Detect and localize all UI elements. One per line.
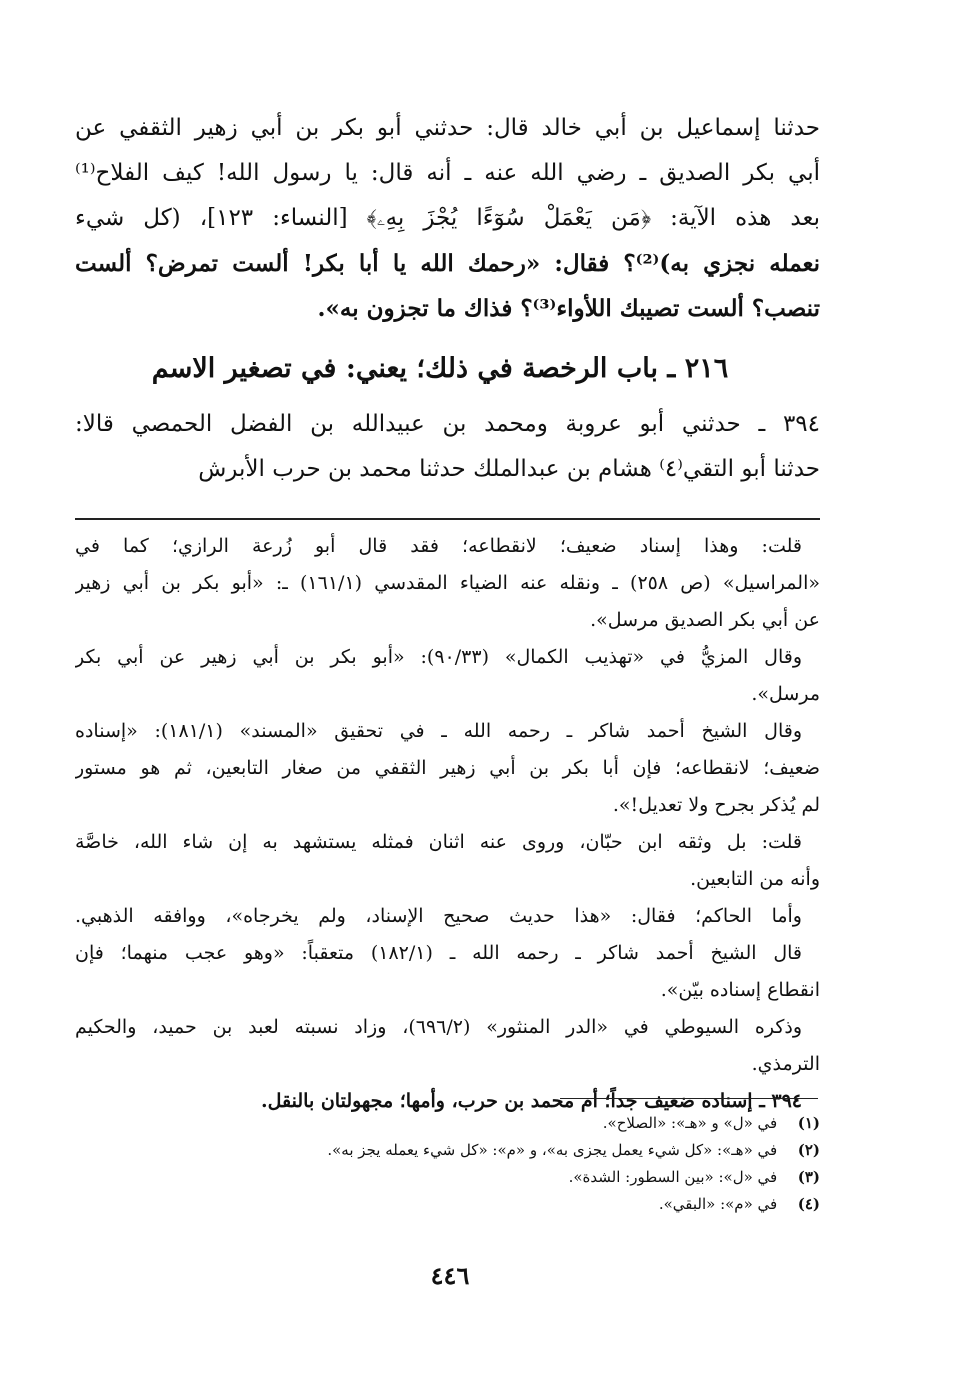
commentary-line: ضعيف؛ لانقطاعه؛ فإن أبا بكر بن أبي زهير الثقفي من صغار التابعين، ثم هو مستور [75,757,820,779]
commentary-line: انقطاع إسناده بيّن». [660,979,820,1001]
commentary-line: قلت: بل وثقه ابن حبّان، وروى عنه اثنان فمثله يستشهد به إن شاء الله، خاصَّة [75,831,802,853]
commentary-line: وأما الحاكم؛ فقال: «هذا حديث صحيح الإسناد، ولم يخرجاه»، ووافقه الذهبي. [75,905,802,927]
footnote-divider [560,1098,818,1099]
main-text-line: بعد هذه الآية: ﴿مَن يَعْمَلْ سُوٓءًا يُجْزَ بِهِۦ﴾ [النساء: ١٢٣]، (كل شيء [75,205,820,231]
footnote-number: (٢) [797,1141,820,1159]
hadith-line: ٣٩٤ ـ حدثني أبو عروبة ومحمد بن عبيدالله بن الفضل الحمصي قالا: [75,411,820,437]
commentary-line: وقال المزيُّ في «تهذيب الكمال» (٩٠/٣٣): «أبو بكر بن أبي زهير عن أبي بكر [75,646,803,668]
hadith-394 [75,402,820,492]
hadith-line: حدثنا أبو التقي⁽٤⁾ هشام بن عبدالملك حدثنا محمد بن حرب الأبرش [198,456,820,482]
main-text-line: أبي بكر الصديق ـ رضي الله عنه ـ أنه قال: يا رسول الله! كيف الفلاح⁽¹⁾ [75,160,820,186]
footnote-text: في «هـ»: «كل شيء يعمل يجزى به»، و «م»: «كل شيء يعمله يجز به». [327,1141,778,1159]
footnote-number: (٣) [797,1168,820,1186]
commentary [75,528,820,1120]
section-divider [75,518,820,520]
page-number: ٤٤٦ [430,1261,470,1290]
main-text [75,106,820,331]
footnote-text: في «ل»: «بين السطور: الشدة». [568,1168,778,1186]
commentary-line: مرسل». [751,683,820,705]
footnote [75,1110,820,1137]
commentary-line: ٣٩٤ ـ إسناده ضعيف جداً؛ أم محمد بن حرب، وأمها؛ مجهولتان بالنقل. [261,1090,802,1112]
commentary-line: الترمذي. [751,1053,820,1075]
chapter-heading: ٢١٦ ـ باب الرخصة في ذلك؛ يعني: في تصغير الاسم [151,353,729,384]
footnote-text: في «م»: «البقي». [658,1195,778,1213]
commentary-line: لم يُذكر بجرح ولا تعديل!». [612,794,820,816]
commentary-line: وأنه من التابعين. [690,868,820,890]
footnote-text: في «ل» و «هـ»: «الصلاح». [602,1114,778,1132]
commentary-line: وذكره السيوطي في «الدر المنثور» (٦٩٦/٢)، وزاد نسبته لعبد بن حميد، والحكيم [75,1016,803,1038]
commentary-line: قال الشيخ أحمد شاكر ـ رحمه الله ـ (١٨٢/١) متعقباً: «وهو عجب منهما؛ فإن [75,942,802,964]
commentary-line: وقال الشيخ أحمد شاكر ـ رحمه الله ـ في تحقيق «المسند» (١٨١/١): «إسناده [75,720,802,742]
main-text-line: نعمله نجزي به)⁽²⁾؟ فقال: «رحمك الله يا أبا بكر! ألست تمرض؟ ألست [75,250,820,277]
commentary-line: عن أبي بكر الصديق مرسل». [590,609,820,631]
main-text-line: حدثنا إسماعيل بن أبي خالد قال: حدثني أبو بكر بن أبي زهير الثقفي عن [75,115,820,141]
footnote-number: (٤) [797,1195,820,1213]
footnotes [75,1110,820,1218]
footnote [75,1137,820,1164]
commentary-line: «المراسيل» (ص ٢٥٨) ـ ونقله عنه الضياء المقدسي (١٦١/١) ـ: «أبو بكر بن أبي زهير [75,572,820,594]
footnote-number: (١) [797,1114,820,1132]
main-text-line: تنصب؟ ألست تصيبك اللأواء⁽³⁾؟ فذاك ما تجزون به». [317,295,820,322]
footnote [75,1191,820,1218]
footnote [75,1164,820,1191]
commentary-line: قلت: وهذا إسناد ضعيف؛ لانقطاعه؛ فقد قال أبو زُرعة الرازي؛ كما في [75,535,802,557]
